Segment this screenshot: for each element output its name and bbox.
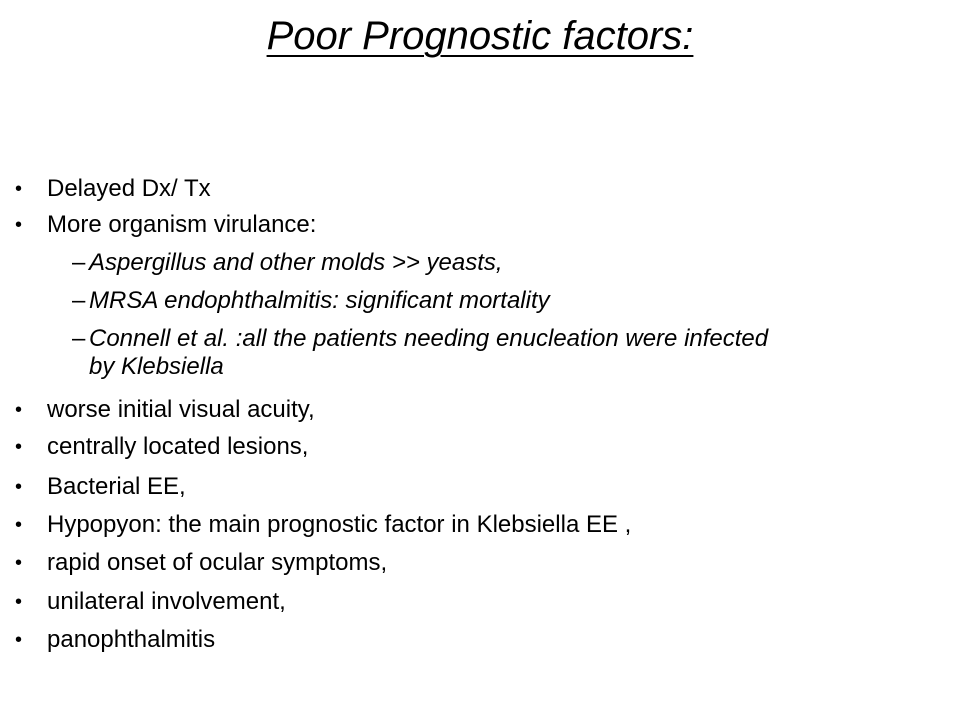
bullet-marker: • (15, 629, 23, 651)
dash-marker: – (72, 325, 86, 352)
bullet-text: panophthalmitis (47, 626, 216, 653)
sub-bullet-line: Connell et al. :all the patients needing enucleation were infected (89, 325, 769, 352)
bullet-marker: • (15, 178, 23, 200)
bullet-text: rapid onset of ocular symptoms, (47, 549, 388, 576)
dash-marker: – (72, 249, 86, 276)
dash-marker: – (72, 287, 86, 314)
bullet-text: Bacterial EE, (47, 473, 186, 500)
sub-bullet-text: MRSA endophthalmitis: significant mortality (89, 287, 550, 314)
bullet-marker: • (15, 514, 23, 536)
bullet-marker: • (15, 399, 23, 421)
bullet-text: More organism virulance: (47, 211, 317, 238)
bullet-marker: • (15, 476, 23, 498)
bullet-text: Delayed Dx/ Tx (47, 175, 211, 202)
sub-bullet-line: by Klebsiella (89, 353, 224, 380)
bullet-marker: • (15, 552, 23, 574)
bullet-text: centrally located lesions, (47, 433, 309, 460)
bullet-marker: • (15, 591, 23, 613)
bullet-text: unilateral involvement, (47, 588, 286, 615)
bullet-marker: • (15, 214, 23, 236)
sub-bullet-text (89, 325, 919, 381)
sub-bullet-text: Aspergillus and other molds >> yeasts, (89, 249, 503, 276)
bullet-text: Hypopyon: the main prognostic factor in Klebsiella EE , (47, 511, 632, 538)
bullet-marker: • (15, 436, 23, 458)
slide-title: Poor Prognostic factors: (266, 14, 694, 58)
bullet-text: worse initial visual acuity, (47, 396, 315, 423)
